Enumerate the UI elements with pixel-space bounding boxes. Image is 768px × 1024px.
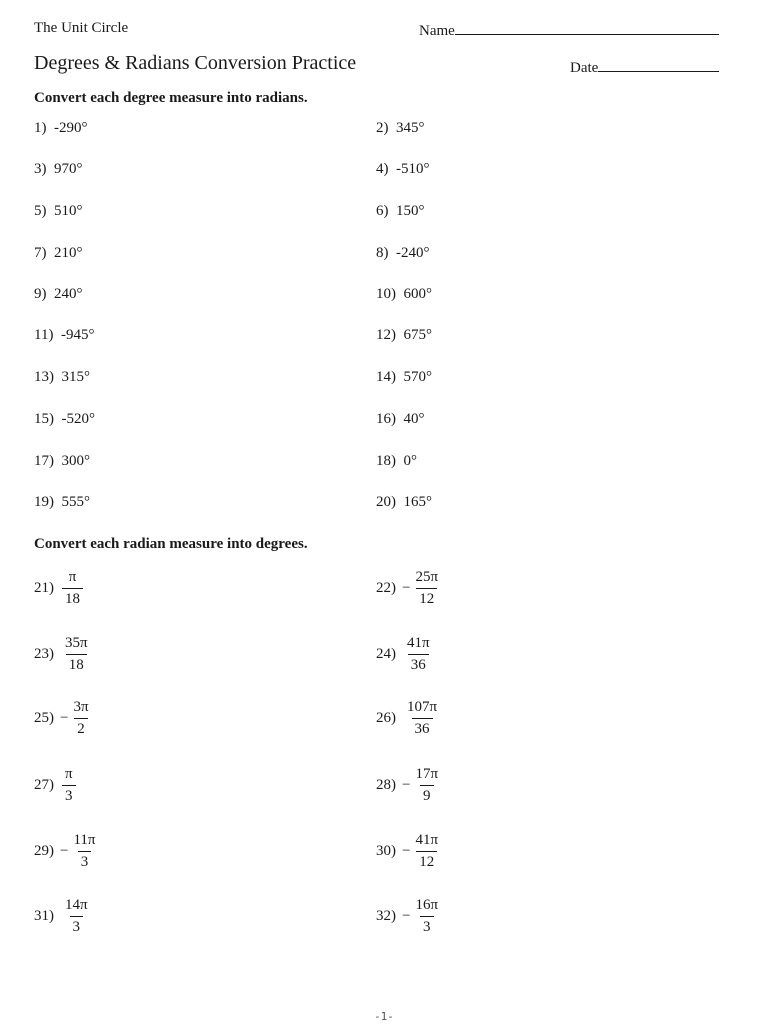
fraction	[412, 898, 441, 935]
problem-value: 150°	[396, 203, 425, 219]
denominator: 2	[74, 718, 88, 737]
problem-value: 315°	[61, 369, 90, 385]
fraction	[412, 833, 441, 870]
problem-value: 0°	[403, 453, 417, 469]
problem-item	[34, 203, 83, 220]
fraction	[62, 898, 91, 935]
sign: −	[402, 777, 411, 793]
problem-number: 25)	[34, 710, 54, 726]
problem-item	[34, 411, 95, 428]
problem-item	[34, 453, 90, 470]
sign: −	[402, 580, 411, 596]
problem-value: -290°	[54, 120, 88, 136]
fraction	[70, 700, 91, 737]
problem-value: 675°	[403, 327, 432, 343]
problem-number: 17)	[34, 453, 54, 469]
problem-item	[376, 203, 425, 220]
numerator: 25π	[415, 569, 439, 585]
problem-item	[34, 161, 83, 178]
fraction	[404, 700, 440, 737]
numerator: 17π	[415, 766, 439, 782]
denominator: 3	[70, 916, 84, 935]
date-blank[interactable]	[598, 57, 719, 72]
problem-number: 14)	[376, 369, 396, 385]
fraction	[62, 570, 83, 607]
fraction	[412, 570, 441, 607]
problem-item	[34, 327, 94, 344]
denominator: 36	[408, 654, 429, 673]
problem-item	[34, 286, 83, 303]
problem-number: 30)	[376, 843, 396, 859]
problem-number: 7)	[34, 245, 47, 261]
fraction-problem	[34, 570, 83, 607]
denominator: 12	[416, 851, 437, 870]
problem-item	[376, 411, 425, 428]
numerator: 14π	[65, 897, 88, 913]
fraction-problem	[376, 767, 441, 804]
denominator: 3	[420, 916, 434, 935]
problem-item	[376, 453, 417, 470]
problem-value: -510°	[396, 161, 430, 177]
fraction-problem	[34, 636, 91, 673]
problem-value: 510°	[54, 203, 83, 219]
problem-value: -240°	[396, 245, 430, 261]
problem-number: 9)	[34, 286, 47, 302]
problem-number: 23)	[34, 646, 54, 662]
denominator: 3	[62, 785, 76, 804]
sign: −	[60, 843, 69, 859]
problem-number: 8)	[376, 245, 389, 261]
page-title: Degrees & Radians Conversion Practice	[34, 52, 357, 74]
fraction	[62, 636, 91, 673]
problem-value: 570°	[403, 369, 432, 385]
numerator: 16π	[415, 897, 439, 913]
problem-item	[34, 120, 88, 137]
problem-number: 3)	[34, 161, 47, 177]
problem-item	[376, 286, 432, 303]
sign: −	[402, 908, 411, 924]
sign: −	[402, 843, 411, 859]
problem-number: 28)	[376, 777, 396, 793]
fraction-problem	[34, 833, 99, 870]
problem-number: 22)	[376, 580, 396, 596]
section2-instruction: Convert each radian measure into degrees.	[34, 536, 308, 552]
fraction-problem	[34, 700, 92, 737]
problem-item	[34, 245, 83, 262]
problem-number: 13)	[34, 369, 54, 385]
problem-number: 26)	[376, 710, 396, 726]
fraction-problem	[376, 636, 433, 673]
problem-number: 2)	[376, 120, 389, 136]
fraction-problem	[376, 570, 441, 607]
problem-number: 5)	[34, 203, 47, 219]
problem-item	[376, 494, 432, 511]
problem-value: -520°	[61, 411, 95, 427]
name-field[interactable]	[419, 20, 719, 40]
problem-value: 555°	[61, 494, 90, 510]
problem-value: -945°	[60, 327, 95, 343]
problem-value: 300°	[61, 453, 90, 469]
fraction	[70, 833, 98, 870]
numerator: π	[65, 766, 73, 782]
problem-value: 345°	[396, 120, 425, 136]
problem-number: 4)	[376, 161, 389, 177]
denominator: 9	[420, 785, 434, 804]
problem-number: 16)	[376, 411, 396, 427]
numerator: 107π	[407, 699, 438, 715]
problem-value: 240°	[54, 286, 83, 302]
problem-number: 18)	[376, 453, 396, 469]
problem-item	[34, 369, 90, 386]
problem-value: 165°	[403, 494, 432, 510]
name-blank[interactable]	[455, 20, 719, 35]
problem-number: 21)	[34, 580, 54, 596]
problem-number: 27)	[34, 777, 54, 793]
problem-value: 210°	[54, 245, 83, 261]
problem-item	[376, 120, 425, 137]
problem-number: 19)	[34, 494, 54, 510]
fraction-problem	[34, 767, 76, 804]
numerator: 3π	[73, 699, 89, 715]
problem-value: 970°	[54, 161, 83, 177]
denominator: 18	[66, 654, 87, 673]
problem-value: 600°	[403, 286, 432, 302]
numerator: π	[68, 569, 77, 585]
denominator: 12	[416, 588, 437, 607]
problem-number: 29)	[34, 843, 54, 859]
problem-item	[376, 327, 432, 344]
problem-item	[376, 245, 430, 262]
numerator: 35π	[65, 635, 88, 651]
problem-number: 6)	[376, 203, 389, 219]
page-number: -1-	[374, 1010, 394, 1023]
denominator: 18	[62, 588, 83, 607]
problem-number: 1)	[34, 120, 47, 136]
denominator: 36	[412, 718, 433, 737]
sign: −	[60, 710, 69, 726]
fraction-problem	[376, 898, 441, 935]
section1-instruction: Convert each degree measure into radians.	[34, 90, 308, 106]
fraction	[412, 767, 441, 804]
name-label: Name	[419, 23, 455, 39]
problem-number: 24)	[376, 646, 396, 662]
fraction-problem	[34, 898, 91, 935]
problem-number: 31)	[34, 908, 54, 924]
fraction	[404, 636, 433, 673]
date-field[interactable]	[570, 57, 719, 77]
problem-number: 12)	[376, 327, 396, 343]
problem-value: 40°	[403, 411, 425, 427]
problem-number: 15)	[34, 411, 54, 427]
problem-number: 11)	[34, 327, 54, 343]
problem-item	[34, 494, 90, 511]
fraction	[62, 767, 76, 804]
fraction-problem	[376, 700, 440, 737]
denominator: 3	[78, 851, 92, 870]
problem-number: 20)	[376, 494, 396, 510]
problem-item	[376, 369, 432, 386]
course-label: The Unit Circle	[34, 20, 129, 36]
fraction-problem	[376, 833, 441, 870]
problem-number: 10)	[376, 286, 396, 302]
numerator: 41π	[407, 635, 430, 651]
numerator: 41π	[415, 832, 439, 848]
problem-number: 32)	[376, 908, 396, 924]
numerator: 11π	[73, 832, 96, 848]
date-label: Date	[570, 60, 599, 76]
problem-item	[376, 161, 430, 178]
